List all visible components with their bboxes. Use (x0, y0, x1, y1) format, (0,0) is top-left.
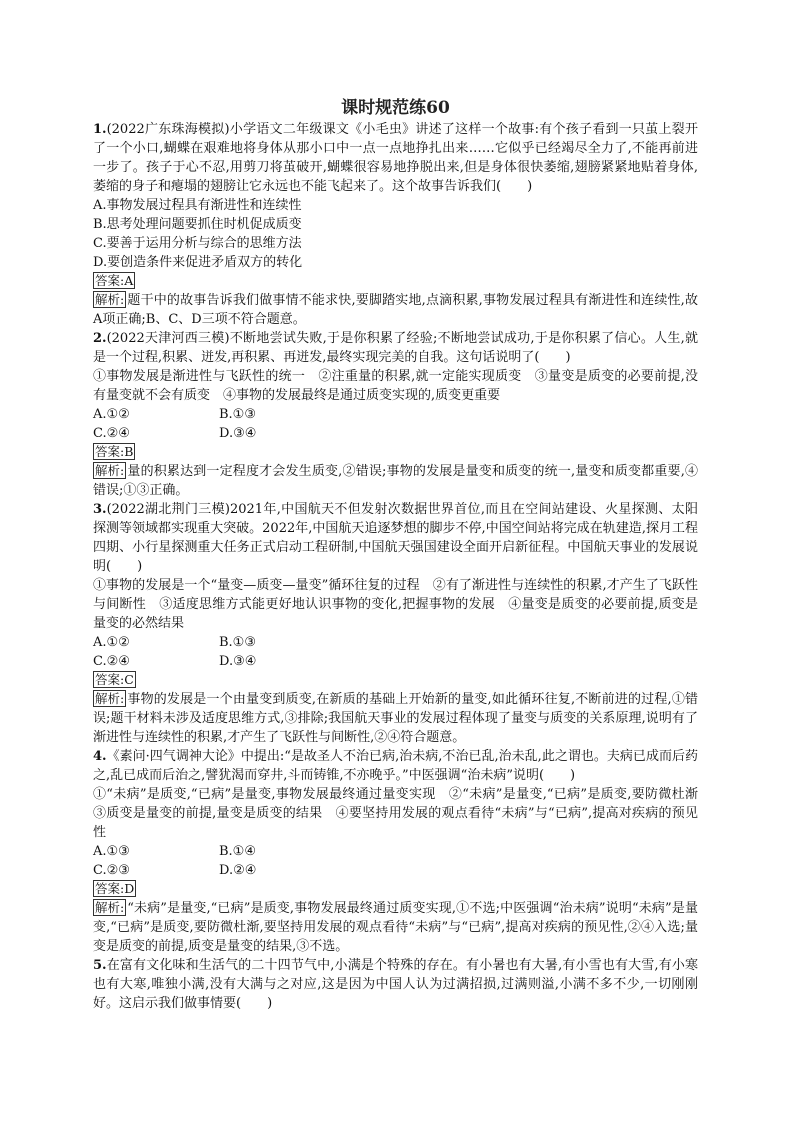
option-a: A.①② (93, 635, 130, 650)
analysis-text: 量的积累达到一定程度才会发生质变,②错误;事物的发展是量变和质变的统一,量变和质变都重要,④错误;①③正确。 (93, 464, 698, 498)
answer-value: B (124, 444, 134, 459)
answer-label: 答案:B (95, 444, 134, 459)
question-statements: ①“未病”是质变,“已病”是量变,事物发展最终通过量变实现 ②“未病”是量变,“已病”是质变,要防微杜渐 ③质变是量变的前提,量变是质变的结果 ④要坚持用发展的观点看待“未病”与“已病”,提高对疾病的预见性 (93, 787, 712, 840)
analysis-label: 解析: (95, 900, 125, 915)
answer-label: 答案:A (95, 273, 134, 288)
question-number: 2. (93, 331, 107, 346)
analysis-text: 题干中的故事告诉我们做事情不能求快,要脚踏实地,点滴积累,事物发展过程具有渐进性和连续性,故A项正确;B、C、D三项不符合题意。 (93, 293, 698, 327)
question-number: 3. (93, 502, 107, 517)
answer-value: D (124, 881, 135, 896)
option-c: C.②③ (93, 863, 130, 878)
page-title: 课时规范练60 (341, 98, 450, 118)
answer-label: 答案:D (95, 881, 135, 896)
question-number: 5. (93, 958, 107, 973)
answer-value: A (124, 273, 134, 288)
answer-label: 答案:C (95, 672, 134, 687)
option-d: D.②④ (219, 863, 257, 878)
answer-value: C (124, 672, 134, 687)
question-stem: 《素问·四气调神大论》中提出:“是故圣人不治已病,治未病,不治已乱,治未乱,此之谓也。夫病已成而后药之,乱已成而后治之,譬犹渴而穿井,斗而铸锥,不亦晚乎。”中医强调“治未病”说明( ) (93, 749, 698, 783)
question-number: 4. (93, 749, 107, 764)
option-c: C.②④ (93, 426, 130, 441)
option-a: A.①③ (93, 844, 130, 859)
option-a: A.事物发展过程具有渐进性和连续性 (93, 198, 302, 213)
option-d: D.③④ (219, 426, 257, 441)
option-b: B.思考处理问题要抓住时机促成质变 (93, 217, 302, 232)
option-b: B.①③ (219, 635, 256, 650)
question-4 (93, 747, 712, 956)
option-a: A.①② (93, 407, 130, 422)
question-3 (93, 500, 698, 747)
option-b: B.①③ (219, 407, 256, 422)
option-c: C.②④ (93, 654, 130, 669)
question-5 (93, 956, 698, 1013)
question-stem: 在富有文化味和生活气的二十四节气中,小满是个特殊的存在。有小暑也有大暑,有小雪也有大雪,有小寒也有大寒,唯独小满,没有大满与之对应,这是因为中国人认为过满招损,过满则溢,小满不多不少,一切刚刚好。这启示我们做事情要( ) (93, 958, 698, 1011)
analysis-text: 事物的发展是一个由量变到质变,在新质的基础上开始新的量变,如此循环往复,不断前进的过程,①错误;题干材料未涉及适度思维方式,③排除;我国航天事业的发展过程体现了量变与质变的关系原理,说明有了渐进性与连续性的积累,才产生了飞跃性与间断性,②④符合题意。 (93, 692, 698, 745)
analysis-label: 解析: (95, 292, 125, 307)
question-number: 1. (93, 122, 107, 137)
option-d: D.③④ (219, 654, 257, 669)
question-1 (93, 120, 698, 329)
analysis-label: 解析: (95, 691, 125, 706)
question-statements: ①事物发展是渐进性与飞跃性的统一 ②注重量的积累,就一定能实现质变 ③量变是质变的必要前提,没有量变就不会有质变 ④事物的发展最终是通过质变实现的,质变更重要 (93, 369, 698, 403)
analysis-text: “未病”是量变,“已病”是质变,事物发展最终通过质变实现,①不选;中医强调“治未病”说明“未病”是量变,“已病”是质变,要防微杜渐,要坚持用发展的观点看待“未病”与“已病”,提高对疾病的预见性,②④入选;量变是质变的前提,质变是量变的结果,③不选。 (93, 901, 698, 954)
option-b: B.①④ (219, 844, 256, 859)
analysis-label: 解析: (95, 463, 125, 478)
question-2 (93, 329, 698, 500)
question-stem: (2022广东珠海模拟)小学语文二年级课文《小毛虫》讲述了这样一个故事:有个孩子看到一只茧上裂开了一个小口,蝴蝶在艰难地将身体从那小口中一点一点地挣扎出来……它似乎已经竭尽全力了,不能再前进一步了。孩子于心不忍,用剪刀将茧破开,蝴蝶很容易地挣脱出来,但是身体很快萎缩,翅膀紧紧地贴着身体,萎缩的身子和瘪塌的翅膀让它永远也不能飞起来了。这个故事告诉我们( ) (93, 122, 698, 194)
question-stem: (2022天津河西三模)不断地尝试失败,于是你积累了经验;不断地尝试成功,于是你积累了信心。人生,就是一个过程,积累、迸发,再积累、再迸发,最终实现完美的自我。这句话说明了( ) (93, 331, 698, 365)
document-page (93, 96, 712, 1013)
question-statements: ①事物的发展是一个“量变—质变—量变”循环往复的过程 ②有了渐进性与连续性的积累,才产生了飞跃性与间断性 ③适度思维方式能更好地认识事物的变化,把握事物的发展 ④量变是质变的必要前提,质变是量变的必然结果 (93, 578, 698, 631)
option-d: D.要创造条件来促进矛盾双方的转化 (93, 255, 303, 270)
option-c: C.要善于运用分析与综合的思维方法 (93, 236, 302, 251)
question-stem: (2022湖北荆门三模)2021年,中国航天不但发射次数据世界首位,而且在空间站建设、火星探测、太阳探测等领域都实现重大突破。2022年,中国航天追逐梦想的脚步不停,中国空间站将完成在轨建造,探月工程四期、小行星探测重大任务正式启动工程研制,中国航天强国建设全面开启新征程。中国航天事业的发展说明( ) (93, 502, 698, 574)
